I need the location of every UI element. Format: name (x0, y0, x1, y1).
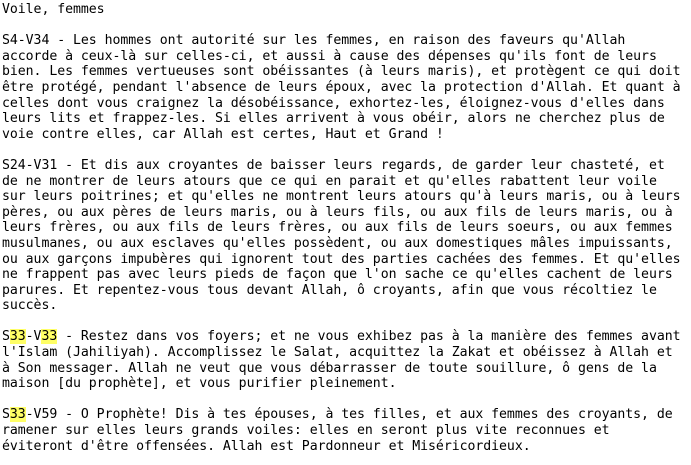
search-highlight: 33 (41, 329, 58, 345)
search-highlight: 33 (9, 329, 26, 345)
verse-ref-mid: -V (25, 329, 42, 345)
document (2, 2, 691, 454)
verse-line: être protégé, pendant l'absence de leurs époux, avec la protection d'Allah. Et quant à (2, 79, 681, 95)
verse-line: ramener sur elles leurs grands voiles: elles en seront plus vite reconnues et (2, 423, 610, 439)
verse-s33-v59 (2, 407, 691, 454)
verse-text: -V59 - O Prophète! Dis à tes épouses, à tes filles, et aux femmes des croyants, de (25, 407, 673, 423)
verse-line: sur leurs poitrines; et qu'elles ne montrent leurs atours qu'à leurs maris, ou à leurs (2, 189, 681, 205)
verse-line: leurs lits et frappez-les. Si elles arrivent à vous obéir, alors ne cherchez plus de (2, 111, 665, 127)
verse-s24-v31 (2, 158, 691, 314)
verse-text: - Restez dans vos foyers; et ne vous exhibez pas à la manière des femmes avant (57, 329, 681, 345)
verse-first-line (2, 407, 691, 423)
verse-line: ne frappent pas avec leurs pieds de façon que l'on sache ce qu'elles cachent de leurs (2, 267, 673, 283)
verse-line: éviteront d'être offensées. Allah est Pardonneur et Miséricordieux. (2, 438, 531, 454)
verse-line: voie contre elles, car Allah est certes, Haut et Grand ! (2, 126, 444, 142)
verse-line: à Son messager. Allah ne veut que vous débarrasser de toute souillure, ô gens de la (2, 360, 657, 376)
verse-line: celles dont vous craignez la désobéissance, exhortez-les, éloignez-vous d'elles dans (2, 95, 665, 111)
verse-line: l'Islam (Jahiliyah). Accomplissez le Salat, acquittez la Zakat et obéissez à Allah et (2, 345, 673, 361)
verse-first-line (2, 329, 691, 345)
verse-line: succès. (2, 298, 58, 314)
verse-line: de ne montrer de leurs atours que ce qui en parait et qu'elles rabattent leur voile (2, 173, 657, 189)
verse-line: pères, ou aux pères de leurs maris, ou à leurs fils, ou aux fils de leurs maris, ou à (2, 204, 673, 220)
verse-line: S24-V31 - Et dis aux croyantes de baisser leurs regards, de garder leur chasteté, et (2, 157, 665, 173)
verse-line: bien. Les femmes vertueuses sont obéissantes (à leurs maris), et protègent ce qui doit (2, 64, 681, 80)
verse-line: parures. Et repentez-vous tous devant Allah, ô croyants, afin que vous récoltiez le (2, 282, 657, 298)
verse-line: musulmanes, ou aux esclaves qu'elles possèdent, ou aux domestiques mâles impuissants, (2, 235, 673, 251)
verse-s33-v33 (2, 329, 691, 391)
verse-ref-prefix: S (2, 329, 10, 345)
verse-line: accorde à ceux-là sur celles-ci, et aussi à cause des dépenses qu'ils font de leurs (2, 48, 657, 64)
verse-line: maison [du prophète], et vous purifier pleinement. (2, 376, 397, 392)
verse-line: leurs frères, ou aux fils de leurs frères, ou aux fils de leurs soeurs, ou aux femmes (2, 220, 673, 236)
verse-line: S4-V34 - Les hommes ont autorité sur les femmes, en raison des faveurs qu'Allah (2, 33, 626, 49)
search-highlight: 33 (9, 407, 26, 423)
verse-s4-v34 (2, 33, 691, 142)
page-title: Voile, femmes (2, 2, 105, 17)
verse-line: ou aux garçons impubères qui ignorent tout des parties cachées des femmes. Et qu'elles (2, 251, 681, 267)
verse-ref-prefix: S (2, 407, 10, 423)
